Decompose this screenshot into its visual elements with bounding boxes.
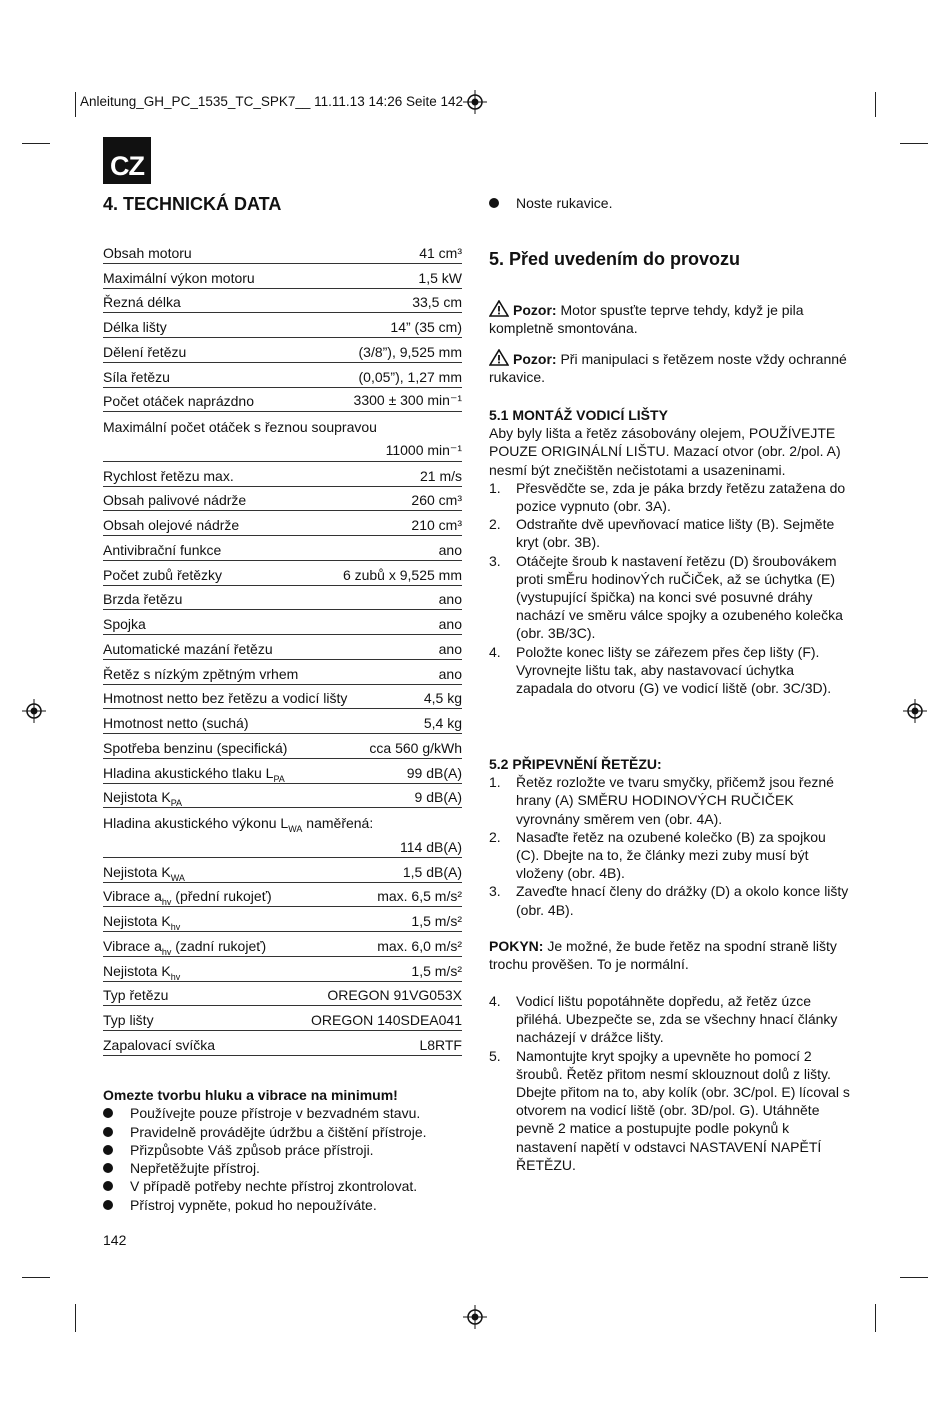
item-number: 3.	[489, 552, 501, 569]
table-row	[103, 412, 462, 437]
noise-bullet-list	[103, 1104, 463, 1214]
list-item	[489, 773, 851, 828]
list-item: Noste rukavice.	[489, 194, 851, 212]
bullet-icon	[103, 1145, 113, 1155]
item-number: 4.	[489, 643, 501, 660]
table-row	[103, 239, 462, 264]
warning-1: Pozor: Motor spusťte teprve tehdy, když je pila kompletně smontována.	[489, 302, 804, 337]
registration-mark-icon	[903, 699, 927, 723]
item-number: 2.	[489, 828, 501, 845]
spec-name: Hladina akustického tlaku $L_{PA}$	[103, 764, 285, 784]
spec-name: Maximální počet otáček s řeznou soupravou	[103, 419, 377, 435]
spec-value: ano	[438, 640, 462, 657]
bullet-icon	[103, 1200, 113, 1210]
item-number: 1.	[489, 479, 501, 496]
crop-mark-right-bottom	[900, 1277, 928, 1278]
spec-name: Spotřeba benzinu (specifická)	[103, 739, 288, 756]
spec-name: Brzda řetězu	[103, 591, 183, 608]
spec-name: Typ lišty	[103, 1012, 154, 1028]
spec-name: Zapalovací svíčka	[103, 1036, 216, 1053]
table-row	[103, 289, 462, 314]
spec-value: 4,5 kg	[423, 690, 462, 707]
spec-name: Automatické mazání řetězu	[103, 640, 273, 657]
table-row	[103, 957, 462, 982]
item-text: Otáčejte šroub k nastavení řetězu (D) šroubovákem proti smĚru hodinovÝch ruČiČek, až se úchytka (E) (vystupující špička) na konci své posuvné dráhy nachází ve směru válce spojky a ozubeného kolečka (obr. 3B/3C).	[516, 552, 843, 642]
item-text: Nasaďte řetěz na ozubené kolečko (B) za spojkou (C). Dbejte na to, že články mezi zuby musí být vloženy (obr. 4B).	[516, 828, 826, 882]
list-item: Pravidelně provádějte údržbu a čištění přístroje.	[103, 1123, 463, 1141]
spec-value: ano	[438, 591, 462, 608]
table-row	[103, 264, 462, 289]
spec-name: Počet zubů řetězky	[103, 566, 223, 583]
spec-value: OREGON 140SDEA041	[311, 1012, 462, 1028]
spec-name: Maximální výkon motoru	[103, 269, 255, 286]
subsection-title: 5.2 PŘIPEVNĚNÍ ŘETĚZU:	[489, 756, 662, 772]
table-row	[103, 784, 462, 809]
warning-triangle-icon	[489, 349, 509, 366]
spec-name: Obsah palivové nádrže	[103, 492, 247, 509]
table-row	[103, 808, 462, 833]
spec-name: Hladina akustického výkonu $L_{WA}$ naměřená:	[103, 815, 374, 834]
table-row	[103, 462, 462, 487]
spec-name: Délka lišty	[103, 319, 167, 335]
table-row	[103, 487, 462, 512]
list-item	[489, 643, 851, 698]
spec-name: Nejistota $K_{WA}$	[103, 863, 185, 883]
spec-name: Antivibrační funkce	[103, 541, 222, 558]
spec-value: OREGON 91VG053X	[327, 987, 462, 1004]
numbered-list	[489, 992, 851, 1174]
list-item: Nepřetěžujte přístroj.	[103, 1159, 463, 1177]
list-item	[489, 479, 851, 515]
bullet-icon	[489, 198, 499, 208]
item-text: Zaveďte hnací členy do drážky (D) a okolo konce lišty (obr. 4B).	[516, 883, 849, 918]
spec-value: ano	[438, 616, 462, 632]
table-row	[103, 1006, 462, 1031]
table-row	[103, 437, 462, 462]
spec-value: 114 dB(A)	[400, 838, 462, 855]
spec-value: 14” (35 cm)	[390, 319, 462, 335]
spec-value: 5,4 kg	[423, 715, 462, 731]
spec-name: Vibrace $a_{hv}$ (přední rukojeť)	[103, 888, 272, 908]
spec-value: 3300 ± 300 min⁻¹	[353, 392, 462, 409]
table-row	[103, 363, 462, 388]
noise-title: Omezte tvorbu hluku a vibrace na minimum!	[103, 1087, 398, 1103]
spec-value: ano	[438, 665, 462, 682]
numbered-list	[489, 773, 851, 919]
spec-name: Nejistota $K_{hv}$	[103, 913, 181, 932]
table-row	[103, 561, 462, 586]
spec-value: 1,5 m/s²	[411, 913, 462, 929]
item-number: 5.	[489, 1047, 501, 1064]
item-text: Řetěz rozložte ve tvaru smyčky, přičemž jsou řezné hrany (A) SMĚRU HODINOVÝCH RUČIČEK vyrovnány směrem ven (obr. 4A).	[516, 774, 834, 827]
table-row	[103, 338, 462, 363]
table-row	[103, 858, 462, 883]
warning-2: Pozor: Při manipulaci s řetězem noste vždy ochranné rukavice.	[489, 351, 847, 386]
spec-value: 11000 min⁻¹	[385, 441, 462, 458]
list-item	[489, 882, 851, 918]
table-row	[103, 734, 462, 759]
bullet-icon	[103, 1108, 113, 1118]
subsection-intro: Aby byly lišta a řetěz zásobovány olejem, POUŽÍVEJTE POUZE ORIGINÁLNÍ LIŠTU. Mazací otvor (obr. 2/pol. A) nesmí být znečištěn nečistotami a usazeninami.	[489, 425, 841, 478]
noise-reduction-block	[103, 1086, 463, 1214]
item-number: 4.	[489, 993, 501, 1009]
table-row	[103, 833, 462, 858]
spec-name: Řetěz s nízkým zpětným vrhem	[103, 665, 299, 682]
table-row	[103, 932, 462, 957]
list-item	[489, 992, 851, 1047]
item-number: 2.	[489, 516, 501, 533]
bullet-icon	[103, 1181, 113, 1191]
table-row	[103, 536, 462, 561]
spec-value: 6 zubů x 9,525 mm	[342, 566, 462, 583]
spec-name: Dělení řetězu	[103, 343, 187, 360]
item-text: Přesvědčte se, zda je páka brzdy řetězu zatažena do pozice vypnuto (obr. 3A).	[516, 479, 846, 515]
numbered-list	[489, 479, 851, 697]
print-header: Anleitung_GH_PC_1535_TC_SPK7__ 11.11.13 14:26 Seite 142	[80, 94, 464, 109]
spec-name: Síla řetězu	[103, 368, 170, 385]
spec-value: max. 6,0 m/s²	[377, 937, 462, 954]
spec-name: Nejistota $K_{PA}$	[103, 789, 183, 809]
section-title-before-operation: 5. Před uvedením do provozu	[489, 249, 741, 269]
top-bullet	[489, 194, 851, 212]
spec-name: Hmotnost netto (suchá)	[103, 715, 249, 731]
spec-value: 1,5 dB(A)	[402, 863, 462, 880]
table-row	[103, 709, 462, 734]
table-row	[103, 313, 462, 338]
spec-name: Vibrace $a_{hv}$ (zadní rukojeť)	[103, 937, 267, 957]
spec-name: Spojka	[103, 616, 146, 632]
list-item	[489, 828, 851, 883]
language-badge: CZ	[103, 137, 151, 184]
table-row	[103, 1031, 462, 1056]
table-row	[103, 883, 462, 908]
crop-mark-left-top	[22, 143, 50, 144]
page-number: 142	[103, 1232, 127, 1248]
spec-value: 33,5 cm	[412, 294, 462, 311]
subsection-5-2	[489, 755, 851, 919]
crop-mark-top-left	[75, 92, 76, 117]
crop-mark-bottom-left	[75, 1304, 76, 1332]
warning-triangle-icon	[489, 300, 509, 317]
spec-value: cca 560 g/kWh	[369, 739, 462, 756]
bullet-icon	[103, 1127, 113, 1137]
list-item: Přizpůsobte Váš způsob práce přístroji.	[103, 1141, 463, 1159]
spec-value: (3/8”), 9,525 mm	[358, 343, 462, 360]
spec-name: Typ řetězu	[103, 987, 169, 1004]
spec-value: ano	[438, 541, 462, 558]
spec-name: Nejistota $K_{hv}$	[103, 962, 181, 982]
spec-name: Obsah motoru	[103, 244, 192, 261]
table-row	[103, 586, 462, 611]
item-text: Vodicí lištu popotáhněte dopředu, až řetěz úzce přiléhá. Ubezpečte se, zda se všechny hnací články nacházejí v drážce lišty.	[516, 993, 838, 1046]
subsection-title: 5.1 MONTÁŽ VODICÍ LIŠTY	[489, 407, 668, 423]
item-number: 1.	[489, 774, 501, 791]
list-item: V případě potřeby nechte přístroj zkontrolovat.	[103, 1177, 463, 1195]
spec-name: Obsah olejové nádrže	[103, 517, 240, 533]
registration-mark-icon	[463, 90, 487, 114]
list-item: Přístroj vypněte, pokud ho nepoužíváte.	[103, 1196, 463, 1214]
table-row	[103, 907, 462, 932]
table-row	[103, 388, 462, 413]
spec-table	[103, 239, 462, 1056]
spec-name: Počet otáček naprázdno	[103, 393, 254, 410]
crop-mark-bottom-right	[875, 1304, 876, 1332]
item-text: Položte konec lišty se zářezem přes čep lišty (F). Vyrovnejte lištu tak, aby nastavovací úchytka zapadala do otvoru (G) ve vodicí liště (obr. 3C/3D).	[516, 643, 832, 697]
spec-value: L8RTF	[419, 1036, 462, 1053]
registration-mark-icon	[463, 1305, 487, 1329]
spec-value: 1,5 kW	[418, 269, 462, 286]
table-row	[103, 759, 462, 784]
item-number: 3.	[489, 883, 501, 900]
spec-value: 21 m/s	[419, 467, 462, 484]
item-text: Odstraňte dvě upevňovací matice lišty (B). Sejměte kryt (obr. 3B).	[516, 516, 835, 551]
table-row	[103, 511, 462, 536]
table-row	[103, 685, 462, 710]
spec-name: Řezná délka	[103, 294, 181, 311]
registration-mark-icon	[22, 699, 46, 723]
table-row	[103, 982, 462, 1007]
list-item	[489, 552, 851, 643]
table-row	[103, 610, 462, 635]
section-title-technical-data: 4. TECHNICKÁ DATA	[103, 194, 282, 214]
item-text: Namontujte kryt spojky a upevněte ho pomocí 2 šroubů. Řetěz přitom nesmí sklouznout dolů z lišty. Dbejte přitom na to, aby kolík (obr. 3C/pol. E) lícoval s otvorem na vodicí liště (obr. 3D/pol. G). Utáhněte pevně 2 matice a postupujte podle pokynů k nastavení napětí v odstavci NASTAVENÍ NAPĚTÍ ŘETĚZU.	[516, 1047, 850, 1173]
list-item	[489, 1047, 851, 1174]
crop-mark-right-top	[900, 143, 928, 144]
note-block: POKYN: Je možné, že bude řetěz na spodní straně lišty trochu prověšen. To je normální.	[489, 938, 837, 973]
spec-value: 1,5 m/s²	[411, 962, 462, 979]
subsection-5-2-continued	[489, 992, 851, 1174]
list-item	[489, 515, 851, 551]
spec-value: max. 6,5 m/s²	[377, 888, 462, 905]
spec-value: 260 cm³	[411, 492, 462, 509]
spec-name: Rychlost řetězu max.	[103, 467, 234, 484]
bullet-icon	[103, 1163, 113, 1173]
spec-name: Hmotnost netto bez řetězu a vodicí lišty	[103, 690, 348, 707]
table-row	[103, 635, 462, 660]
crop-mark-left-bottom	[22, 1277, 50, 1278]
crop-mark-top-right	[875, 92, 876, 117]
spec-value: 41 cm³	[419, 244, 462, 261]
table-row	[103, 660, 462, 685]
list-item: Používejte pouze přístroje v bezvadném stavu.	[103, 1104, 463, 1122]
spec-value: (0,05”), 1,27 mm	[358, 368, 462, 385]
subsection-5-1	[489, 406, 851, 697]
spec-value: 210 cm³	[411, 517, 462, 533]
spec-value: 99 dB(A)	[406, 764, 462, 781]
spec-value: 9 dB(A)	[414, 789, 462, 806]
